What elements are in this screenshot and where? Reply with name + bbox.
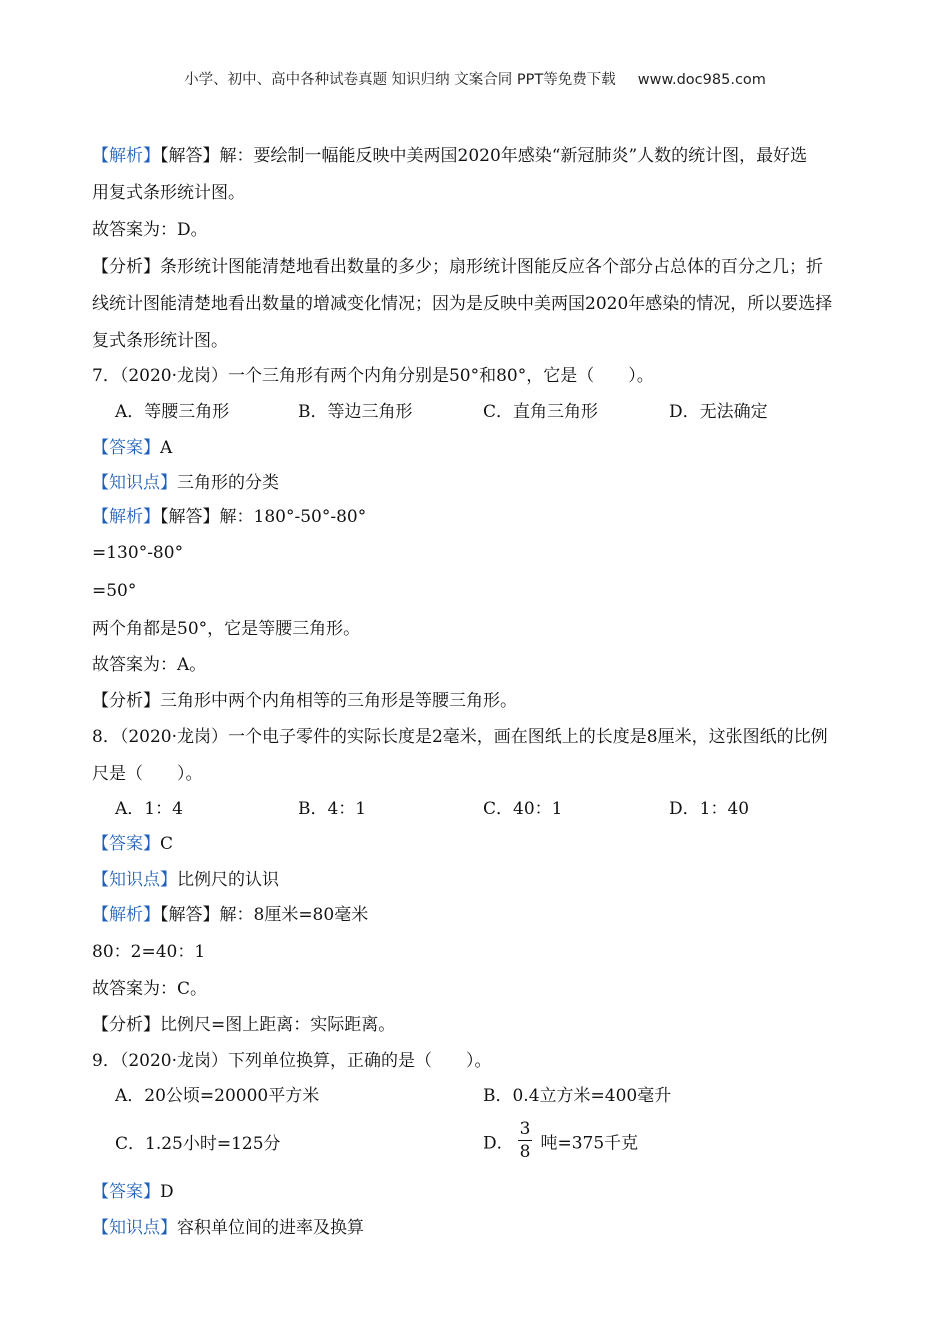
q7-option-b: B．等边三角形 bbox=[298, 402, 413, 422]
q6-fenxi-line1: 【分析】条形统计图能清楚地看出数量的多少；扇形统计图能反应各个部分占总体的百分之几；折 bbox=[92, 257, 823, 277]
q7-line3: =50° bbox=[92, 581, 137, 601]
q7-option-d: D．无法确定 bbox=[669, 402, 768, 422]
q8-option-a: A．1：4 bbox=[115, 799, 183, 819]
fenxi-tag: 【分析】 bbox=[92, 691, 160, 711]
q8-jieda-line1: 【解析】【解答】解：8厘米=80毫米 bbox=[92, 905, 369, 925]
jiexi-tag: 【解析】 bbox=[92, 507, 160, 527]
q6-result: 故答案为：D。 bbox=[92, 220, 208, 240]
q9-stem: 9．（2020·龙岗）下列单位换算，正确的是（ ）。 bbox=[92, 1051, 492, 1071]
q7-stem: 7．（2020·龙岗）一个三角形有两个内角分别是50°和80°，它是（ ）。 bbox=[92, 366, 654, 386]
q9-knowledge: 【知识点】容积单位间的进率及换算 bbox=[92, 1218, 364, 1238]
q7-line4: 两个角都是50°，它是等腰三角形。 bbox=[92, 619, 361, 639]
q8-stem-line2: 尺是（ ）。 bbox=[92, 764, 203, 784]
q8-option-d: D．1：40 bbox=[669, 799, 750, 819]
zhishidian-tag: 【知识点】 bbox=[92, 1218, 177, 1238]
q7-answer: 【答案】A bbox=[92, 438, 173, 458]
header-text: 小学、初中、高中各种试卷真题 知识归纳 文案合同 PPT等免费下载 bbox=[184, 72, 616, 88]
q8-line2: 80：2=40：1 bbox=[92, 942, 206, 962]
q9-option-b: B．0.4立方米=400毫升 bbox=[483, 1086, 672, 1106]
q8-result: 故答案为：C。 bbox=[92, 979, 208, 999]
jieda-tag: 【解答】 bbox=[160, 905, 220, 925]
jiexi-tag: 【解析】 bbox=[92, 905, 160, 925]
q9-answer: 【答案】D bbox=[92, 1182, 174, 1202]
jieda-tag: 【解答】 bbox=[160, 507, 220, 527]
fraction bbox=[518, 1121, 533, 1161]
q6-fenxi-line2: 线统计图能清楚地看出数量的增减变化情况；因为是反映中美两国2020年感染的情况，所以要选择 bbox=[92, 294, 833, 314]
jieda-tag: 【解答】 bbox=[160, 146, 220, 166]
q7-line2: =130°-80° bbox=[92, 543, 184, 563]
q7-fenxi: 【分析】三角形中两个内角相等的三角形是等腰三角形。 bbox=[92, 691, 517, 711]
header-url[interactable]: www.doc985.com bbox=[637, 72, 766, 88]
q8-answer: 【答案】C bbox=[92, 834, 174, 854]
q8-option-c: C．40：1 bbox=[483, 799, 563, 819]
daan-tag: 【答案】 bbox=[92, 1182, 160, 1202]
fraction-denominator: 8 bbox=[519, 1142, 531, 1162]
q9-option-c: C．1.25小时=125分 bbox=[115, 1134, 281, 1154]
q9-option-a: A．20公顷=20000平方米 bbox=[115, 1086, 320, 1106]
q8-stem-line1: 8．（2020·龙岗）一个电子零件的实际长度是2毫米，画在图纸上的长度是8厘米，这张图纸的比例 bbox=[92, 727, 828, 747]
q8-knowledge: 【知识点】比例尺的认识 bbox=[92, 870, 279, 890]
zhishidian-tag: 【知识点】 bbox=[92, 473, 177, 493]
daan-tag: 【答案】 bbox=[92, 834, 160, 854]
fraction-numerator: 3 bbox=[519, 1119, 531, 1139]
q7-knowledge: 【知识点】三角形的分类 bbox=[92, 473, 279, 493]
fenxi-tag: 【分析】 bbox=[92, 257, 160, 277]
daan-tag: 【答案】 bbox=[92, 438, 160, 458]
jiexi-tag: 【解析】 bbox=[92, 146, 160, 166]
q6-jieda-line1: 【解析】【解答】解：要绘制一幅能反映中美两国2020年感染“新冠肺炎”人数的统计图，最好选 bbox=[92, 146, 808, 166]
zhishidian-tag: 【知识点】 bbox=[92, 870, 177, 890]
q7-result: 故答案为：A。 bbox=[92, 655, 207, 675]
q7-jieda-line1: 【解析】【解答】解：180°-50°-80° bbox=[92, 507, 367, 527]
q6-jieda-line2: 用复式条形统计图。 bbox=[92, 183, 245, 203]
q8-option-b: B．4：1 bbox=[298, 799, 367, 819]
fenxi-tag: 【分析】 bbox=[92, 1015, 160, 1035]
q8-fenxi: 【分析】比例尺=图上距离：实际距离。 bbox=[92, 1015, 396, 1035]
q7-option-a: A．等腰三角形 bbox=[115, 402, 230, 422]
q9-option-d: D． $\frac{3}{8}$ 吨=375千克 bbox=[483, 1119, 639, 1162]
q7-option-c: C．直角三角形 bbox=[483, 402, 599, 422]
q6-fenxi-line3: 复式条形统计图。 bbox=[92, 331, 228, 351]
page-header bbox=[0, 68, 950, 89]
